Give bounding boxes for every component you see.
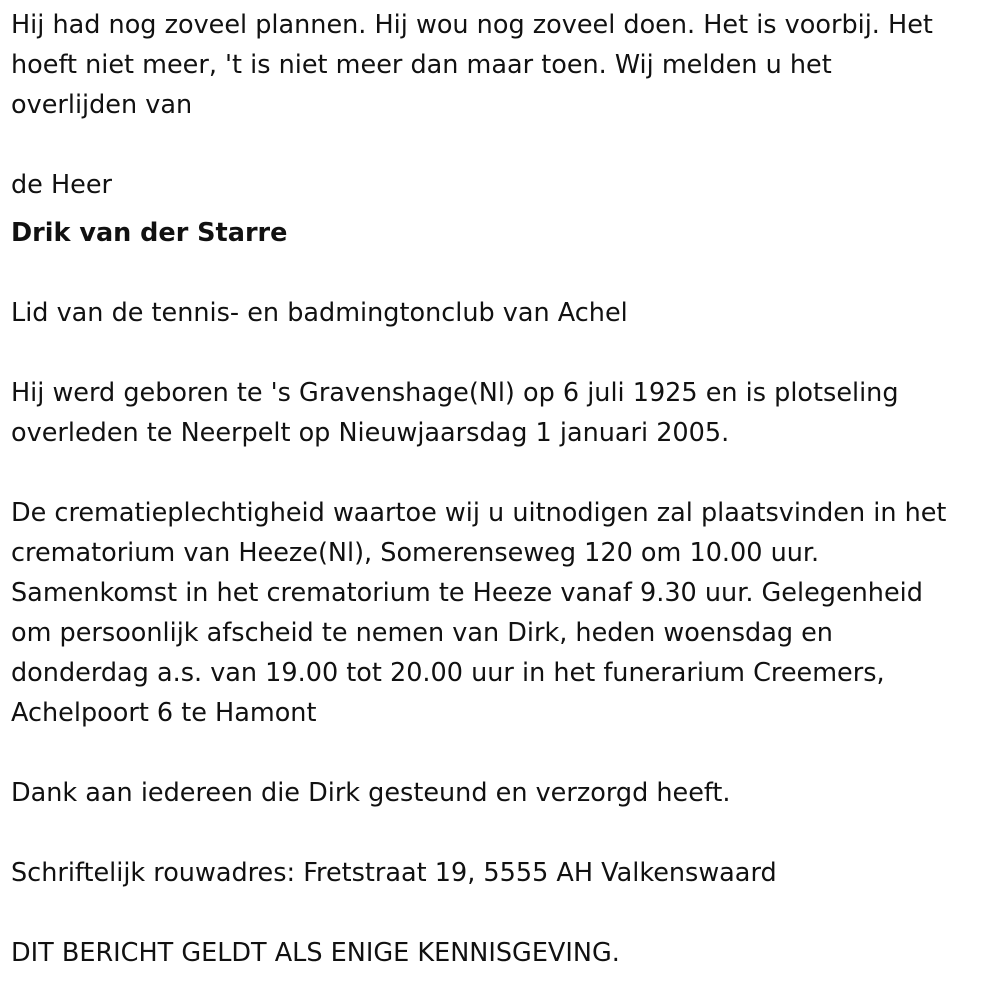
address-line: Schriftelijk rouwadres: Fretstraat 19, 5555 AH Valkenswaard — [11, 858, 777, 888]
title-prefix: de Heer — [11, 170, 113, 200]
spacer — [11, 893, 1000, 933]
closing-line: DIT BERICHT GELDT ALS ENIGE KENNISGEVING. — [11, 938, 620, 968]
birth-death-paragraph: Hij werd geboren te 's Gravenshage(Nl) op 6 juli 1925 en is plotseling overleden te Neerpelt op Nieuwjaarsdag 1 januari 2005. — [11, 378, 899, 448]
intro-paragraph: Hij had nog zoveel plannen. Hij wou nog zoveel doen. Het is voorbij. Het hoeft niet meer, 't is niet meer dan maar toen. Wij melden u het overlijden van — [11, 10, 933, 120]
membership-line: Lid van de tennis- en badmingtonclub van Achel — [11, 298, 628, 328]
spacer — [11, 253, 1000, 293]
deceased-name: Drik van der Starre — [11, 218, 288, 248]
ceremony-paragraph: De crematieplechtigheid waartoe wij u uitnodigen zal plaatsvinden in het crematorium van Heeze(Nl), Somerenseweg 120 om 10.00 uur. Samenkomst in het crematorium te Heeze vanaf 9.30 uur. Gelegenheid om persoonlijk afscheid te nemen van Dirk, heden woensdag en donderdag a.s. van 19.00 tot 20.00 uur in het funerarium Creemers, Achelpoort 6 te Hamont — [11, 498, 947, 728]
thanks-line: Dank aan iedereen die Dirk gesteund en verzorgd heeft. — [11, 778, 731, 808]
spacer — [11, 453, 1000, 493]
spacer — [11, 733, 1000, 773]
spacer — [11, 813, 1000, 853]
spacer — [11, 333, 1000, 373]
spacer — [11, 125, 1000, 165]
